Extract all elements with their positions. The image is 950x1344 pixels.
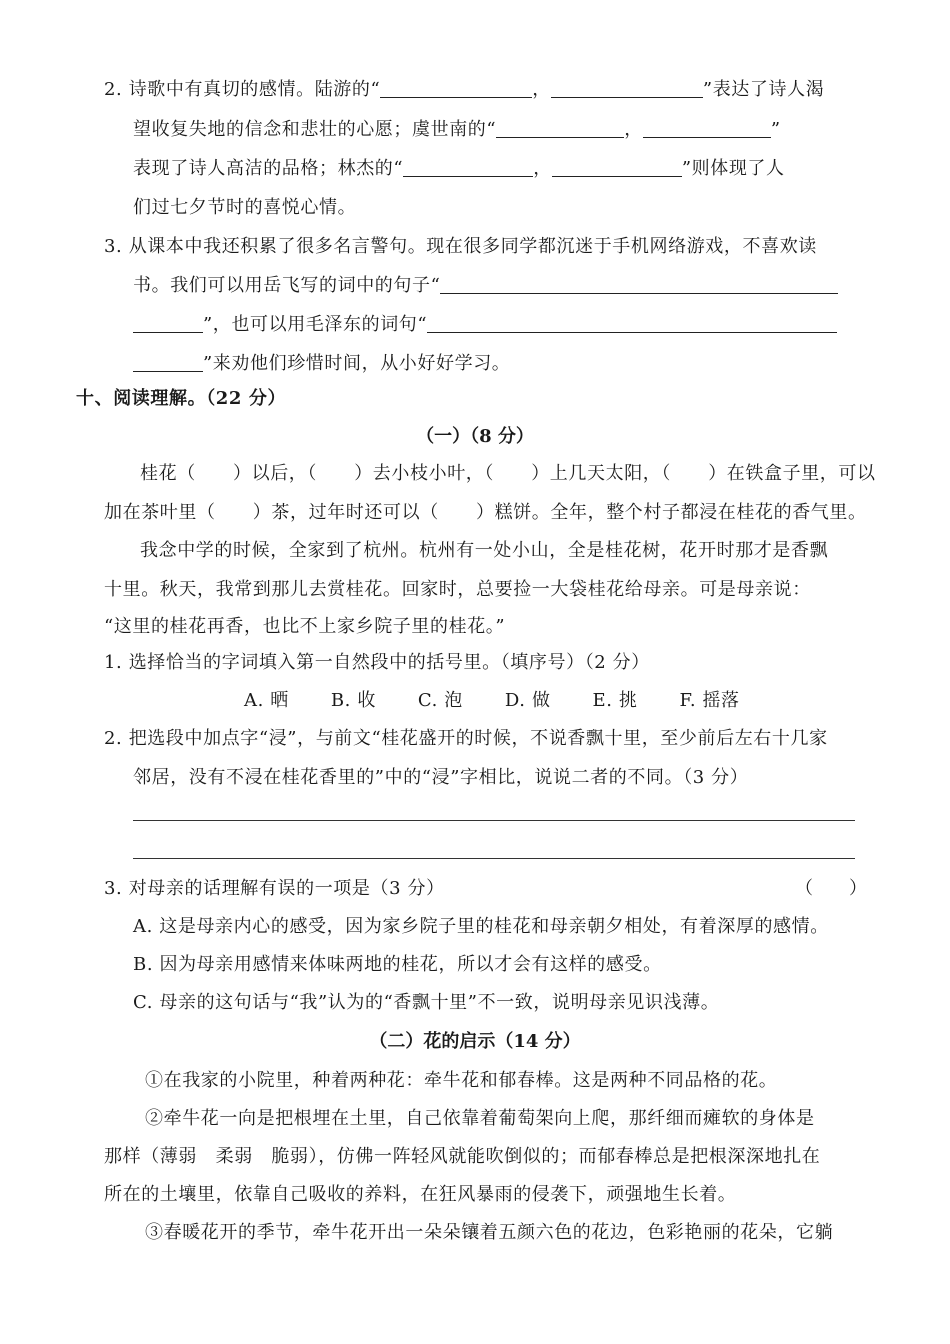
answer-blank[interactable] <box>403 158 533 177</box>
q2-text: ”则体现了人 <box>681 158 785 179</box>
options-row <box>244 688 782 714</box>
question-1: 1. 选择恰当的字词填入第一自然段中的括号里。（填序号）（2 分） <box>104 652 650 673</box>
answer-blank[interactable] <box>552 158 682 177</box>
passage-line: 加在茶叶里（ ）茶，过年时还可以（ ）糕饼。全年，整个村子都浸在桂花的香气里。 <box>104 502 867 523</box>
passage-line: “这里的桂花再香，也比不上家乡院子里的桂花。” <box>104 616 506 637</box>
q2-text: 2. 诗歌中有真切的感情。陆游的“ <box>104 79 381 100</box>
q3-line-4 <box>133 351 510 377</box>
option-f[interactable]: F. 摇落 <box>679 690 740 711</box>
q2-text: ”表达了诗人渴 <box>702 79 825 100</box>
q2-line-4: 们过七夕节时的喜悦心情。 <box>133 197 357 218</box>
part-2-title: （二）花的启示（14 分） <box>369 1031 581 1052</box>
option-b[interactable]: B. 收 <box>330 690 376 711</box>
part-1-title: （一）（8 分） <box>416 426 534 447</box>
passage-line: 我念中学的时候，全家到了杭州。杭州有一处小山，全是桂花树，花开时那才是香飘 <box>140 540 829 561</box>
passage-line: 桂花（ ）以后，（ ）去小枝小叶，（ ）上几天太阳，（ ）在铁盒子里，可以 <box>140 463 876 484</box>
q2-line-1 <box>104 77 824 103</box>
q2-comma: ， <box>624 119 643 140</box>
answer-parentheses[interactable]: （ ） <box>795 878 867 899</box>
option-e[interactable]: E. 挑 <box>592 690 638 711</box>
passage-line: ①在我家的小院里，种着两种花：牵牛花和郁春棒。这是两种不同品格的花。 <box>145 1070 778 1091</box>
q3-line-3 <box>133 312 837 338</box>
answer-blank[interactable] <box>427 314 837 333</box>
answer-line[interactable] <box>133 820 855 821</box>
option-c[interactable]: C. 泡 <box>417 690 463 711</box>
answer-blank[interactable] <box>643 119 771 138</box>
answer-blank[interactable] <box>133 353 203 372</box>
q2-text: 表现了诗人高洁的品格；林杰的“ <box>133 158 404 179</box>
q3-text: ”，也可以用毛泽东的词句“ <box>203 314 428 335</box>
q3-text: ”来劝他们珍惜时间，从小好好学习。 <box>203 353 511 374</box>
answer-blank[interactable] <box>380 79 532 98</box>
q3-text: 书。我们可以用岳飞写的词中的句子“ <box>133 275 441 296</box>
answer-blank[interactable] <box>496 119 624 138</box>
passage-line: 所在的土壤里，依靠自己吸收的养料，在狂风暴雨的侵袭下，顽强地生长着。 <box>104 1184 737 1205</box>
q2-line-2 <box>133 117 781 143</box>
question-2-cont: 邻居，没有不浸在桂花香里的”中的“浸”字相比，说说二者的不同。（3 分） <box>133 767 749 788</box>
section-heading: 十、阅读理解。（22 分） <box>76 388 287 409</box>
choice-c[interactable]: C. 母亲的这句话与“我”认为的“香飘十里”不一致，说明母亲见识浅薄。 <box>133 992 720 1013</box>
q2-comma: ， <box>533 158 552 179</box>
answer-line[interactable] <box>133 858 855 859</box>
q2-text: 望收复失地的信念和悲壮的心愿；虞世南的“ <box>133 119 497 140</box>
passage-line: ②牵牛花一向是把根埋在土里，自己依靠着葡萄架向上爬，那纤细而瘫软的身体是 <box>145 1108 815 1129</box>
answer-blank[interactable] <box>440 275 838 294</box>
q2-line-3 <box>133 156 785 182</box>
option-a[interactable]: A. 晒 <box>244 690 289 711</box>
answer-blank[interactable] <box>551 79 703 98</box>
passage-line: 那样（薄弱 柔弱 脆弱），仿佛一阵轻风就能吹倒似的；而郁春棒总是把根深深地扎在 <box>104 1146 821 1167</box>
choice-a[interactable]: A. 这是母亲内心的感受，因为家乡院子里的桂花和母亲朝夕相处，有着深厚的感情。 <box>133 916 829 937</box>
option-d[interactable]: D. 做 <box>504 690 551 711</box>
q3-line-2 <box>133 273 838 299</box>
question-2: 2. 把选段中加点字“浸”，与前文“桂花盛开的时候，不说香飘十里，至少前后左右十几家 <box>104 728 828 749</box>
q2-text: ” <box>770 119 781 140</box>
answer-blank[interactable] <box>133 314 203 333</box>
q2-comma: ， <box>532 79 551 100</box>
question-3: 3. 对母亲的话理解有误的一项是（3 分） <box>104 878 445 899</box>
choice-b[interactable]: B. 因为母亲用感情来体味两地的桂花，所以才会有这样的感受。 <box>133 954 662 975</box>
passage-line: ③春暖花开的季节，牵牛花开出一朵朵镶着五颜六色的花边，色彩艳丽的花朵，它躺 <box>145 1222 834 1243</box>
q3-line-1: 3. 从课本中我还积累了很多名言警句。现在很多同学都沉迷于手机网络游戏，不喜欢读 <box>104 236 817 257</box>
passage-line: 十里。秋天，我常到那儿去赏桂花。回家时，总要捡一大袋桂花给母亲。可是母亲说： <box>104 579 811 600</box>
